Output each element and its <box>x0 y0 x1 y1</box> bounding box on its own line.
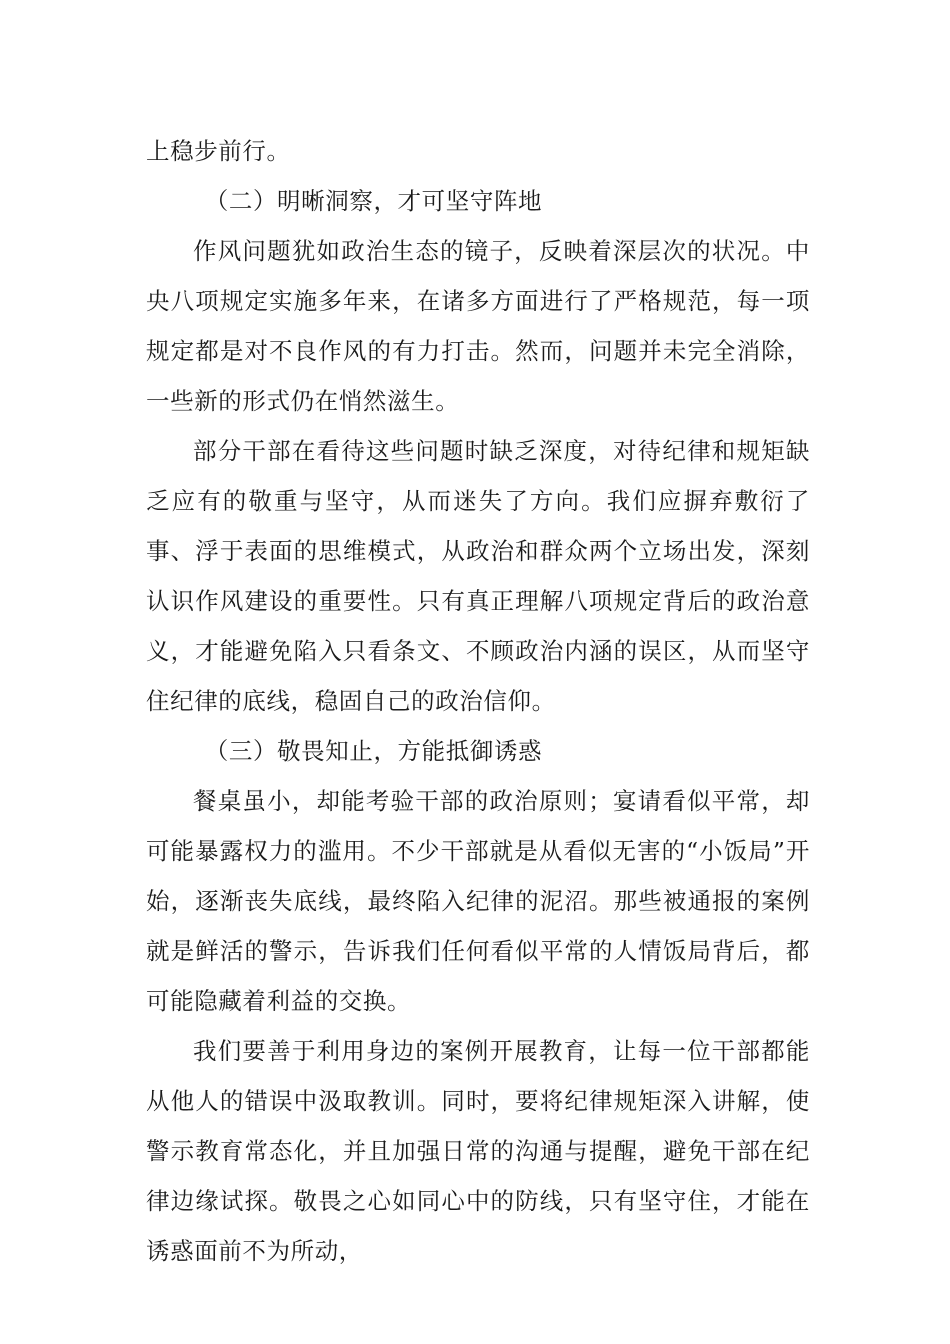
document-body <box>146 126 810 1276</box>
section-heading-3: （三）敬畏知止，方能抵御诱惑 <box>204 737 543 765</box>
paragraph: 餐桌虽小，却能考验干部的政治原则；宴请看似平常，却可能暴露权力的滥用。不少干部就是从看似无害的“小饭局”开始，逐渐丧失底线，最终陷入纪律的泥沼。那些被通报的案例就是鲜活的警示，告诉我们任何看似平常的人情饭局背后，都可能隐藏着利益的交换。 <box>146 787 810 1015</box>
paragraph: 作风问题犹如政治生态的镜子，反映着深层次的状况。中央八项规定实施多年来，在诸多方面进行了严格规范，每一项规定都是对不良作风的有力打击。然而，问题并未完全消除，一些新的形式仍在悄然滋生。 <box>146 237 810 415</box>
paragraph: 我们要善于利用身边的案例开展教育，让每一位干部都能从他人的错误中汲取教训。同时，要将纪律规矩深入讲解，使警示教育常态化，并且加强日常的沟通与提醒，避免干部在纪律边缘试探。敬畏之心如同心中的防线，只有坚守住，才能在诱惑面前不为所动， <box>146 1037 810 1265</box>
paragraph: 部分干部在看待这些问题时缺乏深度，对待纪律和规矩缺乏应有的敬重与坚守，从而迷失了方向。我们应摒弃敷衍了事、浮于表面的思维模式，从政治和群众两个立场出发，深刻认识作风建设的重要性。只有真正理解八项规定背后的政治意义，才能避免陷入只看条文、不顾政治内涵的误区，从而坚守住纪律的底线，稳固自己的政治信仰。 <box>146 437 810 715</box>
section-heading-2: （二）明晰洞察，才可坚守阵地 <box>204 187 543 215</box>
paragraph-continuation: 上稳步前行。 <box>146 137 291 165</box>
